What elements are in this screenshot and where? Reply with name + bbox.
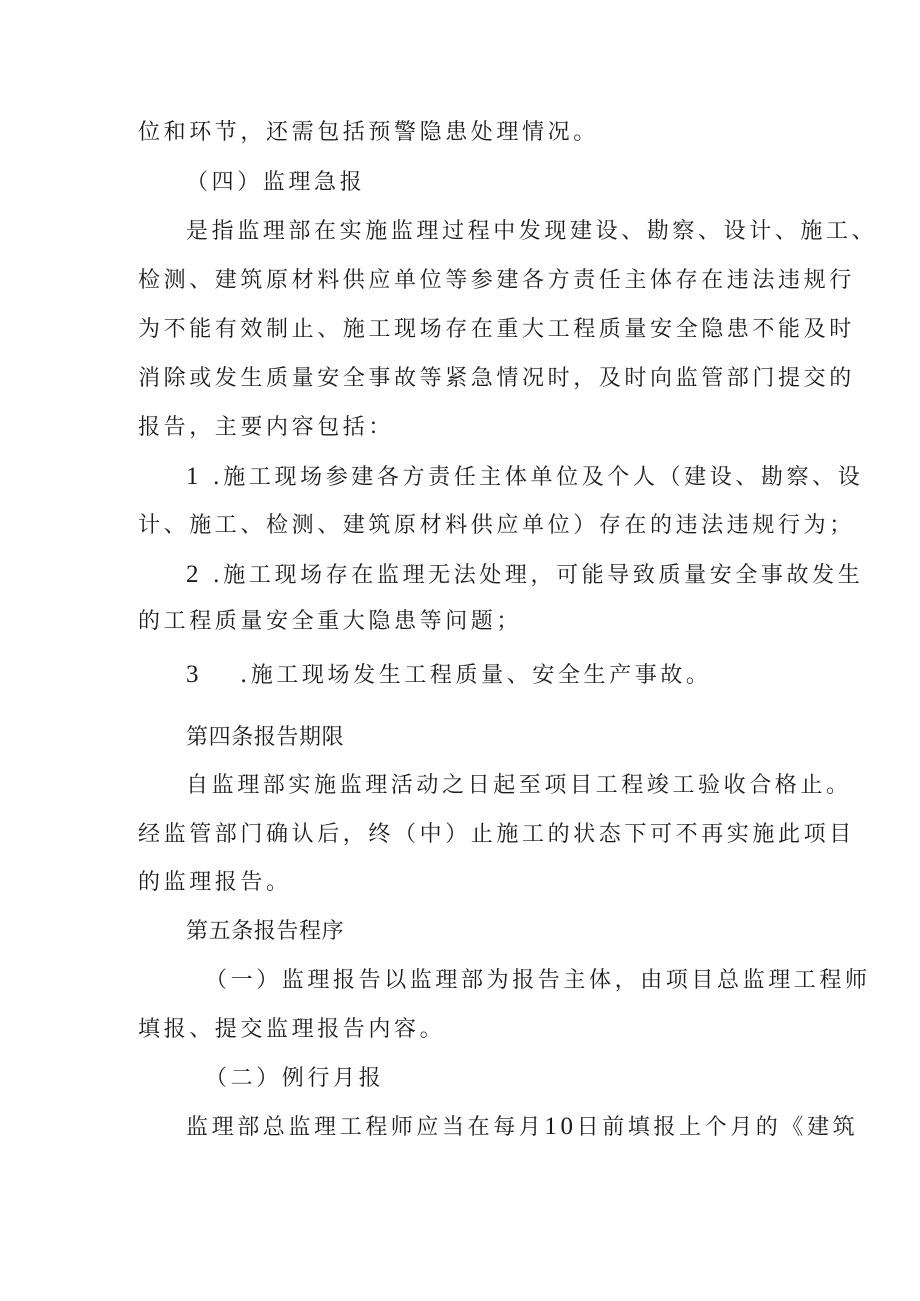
paragraph-line: 位和环节，还需包括预警隐患处理情况。 — [138, 120, 599, 145]
paragraph-line: 为不能有效制止、施工现场存在重大工程质量安全隐患不能及时 — [138, 317, 855, 342]
section-heading: （二）例行月报 — [205, 1066, 385, 1091]
section-heading: （四）监理急报 — [186, 170, 366, 195]
list-item-text: .施工现场发生工程质量、安全生产事故。 — [240, 663, 712, 688]
paragraph-line: 经监管部门确认后，终（中）止施工的状态下可不再实施此项目 — [138, 822, 855, 847]
paragraph-line: （一）监理报告以监理部为报告主体，由项目总监理工程师 — [205, 968, 871, 993]
article-heading: 第四条报告期限 — [186, 725, 345, 750]
paragraph-line: 的工程质量安全重大隐患等问题； — [138, 609, 523, 634]
paragraph-line: 消除或发生质量安全事故等紧急情况时，及时向监管部门提交的 — [138, 366, 855, 391]
paragraph-line — [186, 1112, 858, 1143]
list-item — [186, 560, 863, 591]
list-item — [186, 462, 863, 493]
list-item-text: .施工现场参建各方责任主体单位及个人（建设、勘察、设 — [212, 465, 864, 490]
day-number: 10 — [544, 1113, 577, 1140]
list-item — [186, 660, 712, 691]
paragraph-line: 报告，主要内容包括： — [138, 415, 395, 440]
paragraph-line: 自监理部实施监理活动之日起至项目工程竣工验收合格止。 — [186, 773, 852, 798]
paragraph-line: 的监理报告。 — [138, 870, 292, 895]
paragraph-text: 日前填报上个月的《建筑 — [576, 1115, 859, 1140]
list-number: 3 — [186, 661, 203, 688]
paragraph-text: 监理部总监理工程师应当在每月 — [186, 1115, 545, 1140]
paragraph-line: 填报、提交监理报告内容。 — [138, 1017, 446, 1042]
article-heading: 第五条报告程序 — [186, 919, 345, 944]
list-number: 1 — [186, 463, 203, 490]
list-number: 2 — [186, 561, 203, 588]
paragraph-line: 检测、建筑原材料供应单位等参建各方责任主体存在违法违规行 — [138, 268, 855, 293]
paragraph-line: 是指监理部在实施监理过程中发现建设、勘察、设计、施工、 — [186, 219, 878, 244]
paragraph-line: 计、施工、检测、建筑原材料供应单位）存在的违法违规行为； — [138, 513, 855, 538]
list-item-text: .施工现场存在监理无法处理，可能导致质量安全事故发生 — [212, 563, 864, 588]
